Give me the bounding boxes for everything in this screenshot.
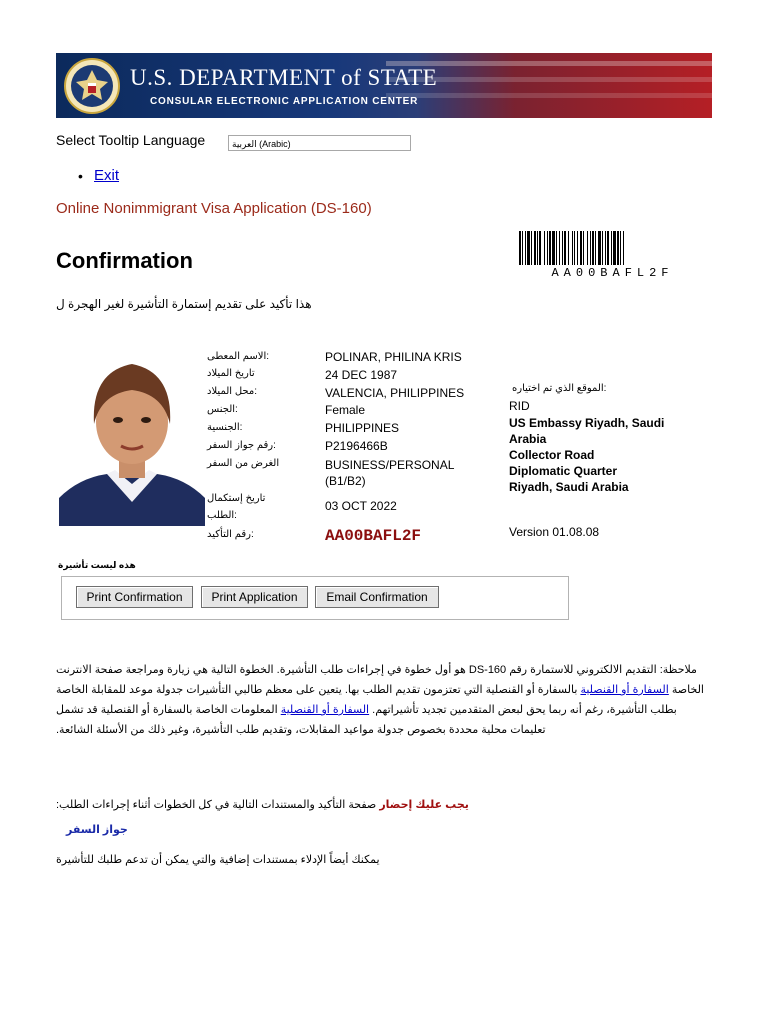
confirmation-number-value: AA00BAFL2F bbox=[325, 527, 422, 545]
birth-place-value: VALENCIA, PHILIPPINES bbox=[325, 386, 465, 400]
barcode bbox=[519, 231, 706, 265]
header-banner bbox=[56, 53, 712, 118]
nationality-value: PHILIPPINES bbox=[325, 421, 400, 435]
barcode-bar bbox=[587, 231, 588, 265]
barcode-bar bbox=[607, 231, 609, 265]
print-confirmation-button[interactable]: Print Confirmation bbox=[76, 586, 193, 608]
barcode-bar bbox=[549, 231, 551, 265]
gender-value: Female bbox=[325, 403, 366, 417]
barcode-bar bbox=[564, 231, 566, 265]
great-seal-icon bbox=[64, 58, 120, 114]
version-text: Version 01.08.08 bbox=[509, 525, 600, 539]
birth-place-label: محل الميلاد: bbox=[207, 386, 257, 397]
travel-purpose-value: BUSINESS/PERSONAL (B1/B2) bbox=[325, 458, 454, 488]
birth-date-label: تاريخ الميلاد bbox=[207, 368, 255, 379]
barcode-bar bbox=[556, 231, 557, 265]
gender-label: الجنس: bbox=[207, 404, 238, 415]
barcode-bar bbox=[620, 231, 621, 265]
application-title: Online Nonimmigrant Visa Application (DS-160) bbox=[56, 200, 372, 217]
embassy-link[interactable]: السفارة أو القنصلية bbox=[280, 704, 370, 716]
barcode-bar bbox=[577, 231, 578, 265]
barcode-bar bbox=[595, 231, 596, 265]
barcode-bar bbox=[522, 231, 523, 265]
birth-date-value: 24 DEC 1987 bbox=[325, 368, 398, 382]
barcode-bar bbox=[519, 231, 521, 265]
flag-stripe bbox=[386, 93, 712, 98]
notice-text: المعلومات الخاصة بالسفارة أو القنصلية قد تشمل تعليمات محلية محددة بخصوص جدولة مواعيد المقابلات، وتقديم طلب التأشيرة، وغير ذلك من الأسئلة الشائعة. bbox=[56, 704, 546, 736]
barcode-bar bbox=[598, 231, 601, 265]
barcode-bar bbox=[611, 231, 612, 265]
tooltip-language-label: Select Tooltip Language bbox=[56, 132, 206, 148]
barcode-bar bbox=[547, 231, 548, 265]
location-line: Collector Road bbox=[509, 448, 595, 462]
barcode-bar bbox=[572, 231, 573, 265]
nationality-label: الجنسية: bbox=[207, 422, 243, 433]
barcode-bar bbox=[534, 231, 536, 265]
completion-date-value: 03 OCT 2022 bbox=[325, 499, 397, 513]
travel-purpose-label: الغرض من السفر bbox=[207, 458, 280, 469]
barcode-bar bbox=[583, 231, 584, 265]
location-label: الموقع الذي تم اختياره: bbox=[512, 383, 607, 394]
notice-text: بالسفارة أو القنصلية التي تعتزمون تقديم الطلب بها. يتعين على معظم طالبي التأشيرات جدولة موعد للمقابلة الخاصة بطلب التأشيرة، رغم أنه ربما يحق لبعض المتقدمين تجديد تأشيراتهم. bbox=[56, 684, 677, 716]
barcode-bar bbox=[531, 231, 532, 265]
barcode-bar bbox=[602, 231, 603, 265]
barcode-bar bbox=[559, 231, 560, 265]
barcode-bar bbox=[539, 231, 541, 265]
barcode-bar bbox=[527, 231, 530, 265]
location-line: US Embassy Riyadh, Saudi Arabia bbox=[509, 416, 665, 446]
page-title: Confirmation bbox=[56, 248, 193, 273]
embassy-link[interactable]: السفارة أو القنصلية bbox=[580, 684, 669, 696]
barcode-bar bbox=[590, 231, 591, 265]
barcode-bar bbox=[580, 231, 582, 265]
passport-number-value: P2196466B bbox=[325, 439, 388, 453]
completion-date-label: تاريخ إستكمال الطلب: bbox=[207, 493, 266, 521]
barcode-bar bbox=[617, 231, 619, 265]
notice-paragraph bbox=[56, 660, 708, 740]
barcode-bar bbox=[623, 231, 624, 265]
applicant-photo bbox=[59, 352, 205, 526]
location-line: Diplomatic Quarter bbox=[509, 464, 618, 478]
exit-link[interactable]: Exit bbox=[94, 167, 120, 184]
barcode-bar bbox=[605, 231, 606, 265]
given-name-value: POLINAR, PHILINA KRIS bbox=[325, 350, 462, 364]
location-line: Riyadh, Saudi Arabia bbox=[509, 480, 629, 494]
barcode-bar bbox=[544, 231, 545, 265]
barcode-bar bbox=[613, 231, 616, 265]
barcode-bar bbox=[568, 231, 569, 265]
location-code: RID bbox=[509, 399, 530, 413]
location-address bbox=[509, 415, 699, 495]
barcode-bar bbox=[592, 231, 594, 265]
department-title: U.S. DEPARTMENT of STATE bbox=[130, 65, 438, 90]
print-application-button[interactable]: Print Application bbox=[201, 586, 308, 608]
email-confirmation-button[interactable]: Email Confirmation bbox=[315, 586, 439, 608]
requirement-line bbox=[56, 798, 716, 811]
barcode-text: AA00BAFL2F bbox=[551, 266, 674, 280]
not-a-visa-note: هذه ليست تأشيرة bbox=[58, 560, 136, 570]
notice-text: ملاحظة: التقديم الالكتروني للاستمارة رقم DS-160 هو أول خطوة في إجراءات طلب التأشيرة. الخطوة التالية هي زيارة ومراجعة صفحة الانترنت الخاصة bbox=[56, 664, 704, 696]
tooltip-language-select[interactable]: العربية (Arabic) bbox=[228, 135, 411, 151]
passport-number-label: رقم جواز السفر: bbox=[207, 440, 276, 451]
barcode-bar bbox=[537, 231, 538, 265]
confirmation-number-label: رقم التأكيد: bbox=[207, 529, 254, 540]
passport-item: جواز السفر bbox=[66, 824, 128, 836]
given-name-label: الاسم المعطى: bbox=[207, 351, 270, 362]
barcode-bar bbox=[525, 231, 526, 265]
requirement-text: صفحة التأكيد والمستندات التالية في كل الخطوات أثناء إجراءات الطلب: bbox=[56, 799, 380, 811]
requirement-lead: يجب عليك إحضار bbox=[379, 799, 469, 811]
confirmation-note: هذا تأكيد على تقديم إستمارة التأشيرة لغير الهجرة ل bbox=[56, 297, 312, 311]
list-bullet: • bbox=[78, 168, 83, 184]
department-subtitle: CONSULAR ELECTRONIC APPLICATION CENTER bbox=[150, 96, 419, 107]
extra-documents-text: يمكنك أيضاً الإدلاء بمستندات إضافية والتي يمكن أن تدعم طلبك للتأشيرة bbox=[56, 854, 380, 866]
barcode-bar bbox=[552, 231, 555, 265]
barcode-bar bbox=[562, 231, 563, 265]
barcode-bar bbox=[574, 231, 575, 265]
